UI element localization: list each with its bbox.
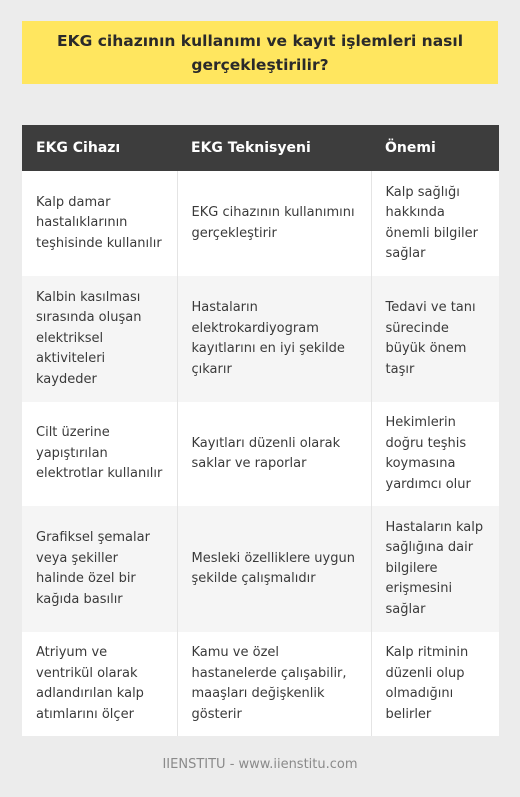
table-row: [22, 402, 499, 506]
column-header-ekg-technician: EKG Teknisyeni: [177, 125, 371, 171]
page-title: EKG cihazının kullanımı ve kayıt işlemleri nasıl gerçekleştirilir?: [56, 31, 464, 74]
table-cell: Kalbin kasılması sırasında oluşan elektriksel aktiviteleri kaydeder: [22, 276, 177, 402]
table-cell: Hastaların elektrokardiyogram kayıtlarını en iyi şekilde çıkarır: [177, 276, 371, 402]
table-cell: Atriyum ve ventrikül olarak adlandırılan kalp atımlarını ölçer: [22, 632, 177, 736]
column-header-importance: Önemi: [371, 125, 499, 171]
table-cell: Tedavi ve tanı sürecinde büyük önem taşır: [371, 276, 499, 402]
comparison-table: [22, 125, 499, 736]
table-cell: Kayıtları düzenli olarak saklar ve raporlar: [177, 402, 371, 506]
table-row: [22, 632, 499, 736]
title-banner: [22, 21, 498, 84]
table-row: [22, 171, 499, 276]
footer-credit: IIENSTITU - www.iienstitu.com: [162, 757, 358, 772]
table-cell: Kamu ve özel hastanelerde çalışabilir, maaşları değişkenlik gösterir: [177, 632, 371, 736]
table-cell: Kalp damar hastalıklarının teşhisinde kullanılır: [22, 171, 177, 276]
table-cell: EKG cihazının kullanımını gerçekleştirir: [177, 171, 371, 276]
table-row: [22, 276, 499, 402]
table-row: [22, 506, 499, 632]
table-cell: Cilt üzerine yapıştırılan elektrotlar kullanılır: [22, 402, 177, 506]
table-cell: Hastaların kalp sağlığına dair bilgilere erişmesini sağlar: [371, 506, 499, 632]
table-cell: Hekimlerin doğru teşhis koymasına yardımcı olur: [371, 402, 499, 506]
table-cell: Mesleki özelliklere uygun şekilde çalışmalıdır: [177, 506, 371, 632]
table-cell: Kalp sağlığı hakkında önemli bilgiler sağlar: [371, 171, 499, 276]
table-cell: Grafiksel şemalar veya şekiller halinde özel bir kağıda basılır: [22, 506, 177, 632]
table-header-row: [22, 125, 499, 171]
column-header-ekg-device: EKG Cihazı: [22, 125, 177, 171]
table-cell: Kalp ritminin düzenli olup olmadığını belirler: [371, 632, 499, 736]
